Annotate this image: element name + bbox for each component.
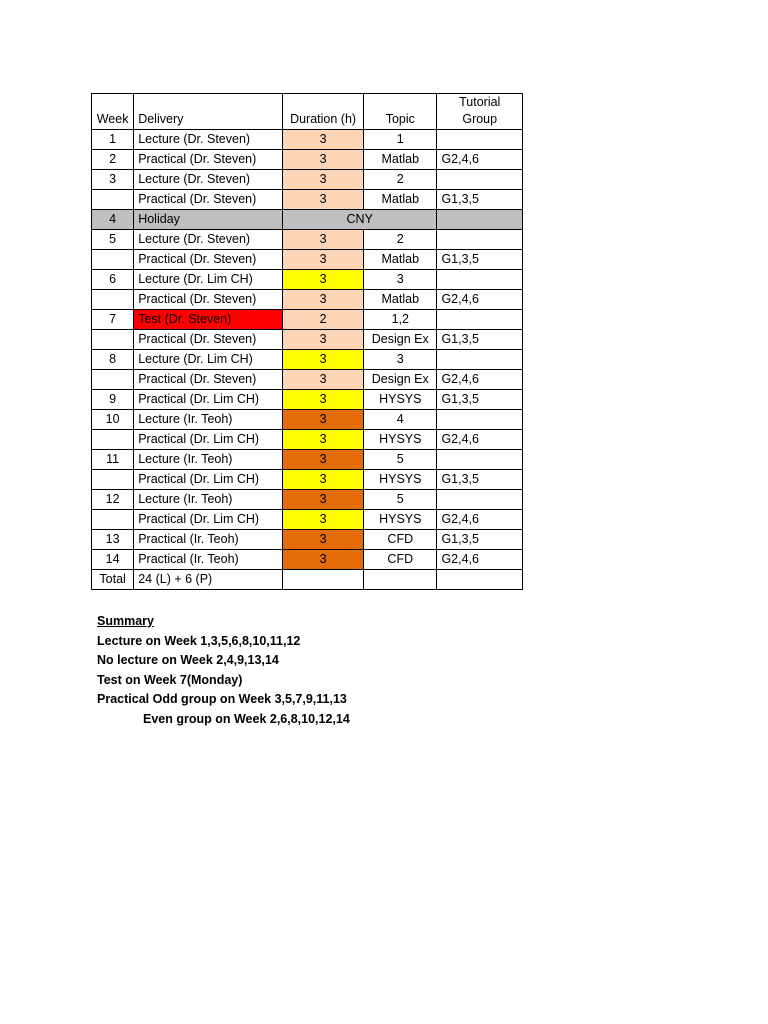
topic-cell: HYSYS bbox=[364, 390, 437, 410]
week-cell: 13 bbox=[92, 530, 134, 550]
delivery-cell: Practical (Dr. Steven) bbox=[134, 150, 283, 170]
delivery-cell: Practical (Dr. Lim CH) bbox=[134, 390, 283, 410]
duration-cell: 3 bbox=[283, 450, 364, 470]
topic-cell: HYSYS bbox=[364, 430, 437, 450]
week-cell: 8 bbox=[92, 350, 134, 370]
duration-cell: 3 bbox=[283, 410, 364, 430]
duration-cell bbox=[283, 570, 364, 590]
group-cell bbox=[437, 210, 523, 230]
header-week: Week bbox=[92, 94, 134, 130]
table-row bbox=[92, 490, 523, 510]
summary-title: Summary bbox=[97, 614, 154, 628]
summary-lecture: Lecture on Week 1,3,5,6,8,10,11,12 bbox=[97, 633, 301, 648]
header-duration: Duration (h) bbox=[283, 94, 364, 130]
week-cell bbox=[92, 430, 134, 450]
week-cell: 6 bbox=[92, 270, 134, 290]
table-row bbox=[92, 530, 523, 550]
delivery-cell: Lecture (Dr. Steven) bbox=[134, 130, 283, 150]
week-cell bbox=[92, 190, 134, 210]
table-row bbox=[92, 290, 523, 310]
group-cell bbox=[437, 450, 523, 470]
group-cell bbox=[437, 410, 523, 430]
table-row bbox=[92, 370, 523, 390]
table-row bbox=[92, 510, 523, 530]
delivery-cell: Lecture (Dr. Steven) bbox=[134, 230, 283, 250]
duration-cell: 3 bbox=[283, 530, 364, 550]
week-cell bbox=[92, 290, 134, 310]
group-cell: G1,3,5 bbox=[437, 250, 523, 270]
week-cell: 1 bbox=[92, 130, 134, 150]
duration-cell: 3 bbox=[283, 330, 364, 350]
week-cell: 4 bbox=[92, 210, 134, 230]
duration-cell: 3 bbox=[283, 150, 364, 170]
week-cell: 2 bbox=[92, 150, 134, 170]
duration-cell: 3 bbox=[283, 550, 364, 570]
table-row bbox=[92, 150, 523, 170]
table-row bbox=[92, 350, 523, 370]
header-delivery: Delivery bbox=[134, 94, 283, 130]
topic-cell bbox=[364, 570, 437, 590]
duration-cell: 3 bbox=[283, 370, 364, 390]
table-row bbox=[92, 130, 523, 150]
week-cell: 12 bbox=[92, 490, 134, 510]
delivery-cell: Practical (Dr. Steven) bbox=[134, 370, 283, 390]
group-cell: G2,4,6 bbox=[437, 370, 523, 390]
group-cell: G2,4,6 bbox=[437, 430, 523, 450]
table-body bbox=[92, 130, 523, 590]
header-topic: Topic bbox=[364, 94, 437, 130]
delivery-cell: Lecture (Ir. Teoh) bbox=[134, 450, 283, 470]
delivery-cell: Lecture (Dr. Lim CH) bbox=[134, 350, 283, 370]
duration-cell: 3 bbox=[283, 470, 364, 490]
table-header-row bbox=[92, 94, 523, 130]
summary-section bbox=[97, 612, 350, 729]
topic-cell: 2 bbox=[364, 230, 437, 250]
table-row bbox=[92, 310, 523, 330]
week-cell: 3 bbox=[92, 170, 134, 190]
delivery-cell: Test (Dr. Steven) bbox=[134, 310, 283, 330]
topic-cell: Matlab bbox=[364, 290, 437, 310]
topic-cell: Design Ex bbox=[364, 330, 437, 350]
topic-cell: 1,2 bbox=[364, 310, 437, 330]
week-cell: 7 bbox=[92, 310, 134, 330]
week-cell: 10 bbox=[92, 410, 134, 430]
duration-cell: 3 bbox=[283, 170, 364, 190]
delivery-cell: Practical (Dr. Lim CH) bbox=[134, 510, 283, 530]
duration-cell: 3 bbox=[283, 490, 364, 510]
week-cell: 14 bbox=[92, 550, 134, 570]
delivery-cell: Lecture (Dr. Steven) bbox=[134, 170, 283, 190]
group-cell: G1,3,5 bbox=[437, 390, 523, 410]
delivery-cell: Lecture (Dr. Lim CH) bbox=[134, 270, 283, 290]
week-cell: 9 bbox=[92, 390, 134, 410]
topic-cell: 4 bbox=[364, 410, 437, 430]
delivery-cell: Practical (Dr. Lim CH) bbox=[134, 470, 283, 490]
table-row bbox=[92, 470, 523, 490]
topic-cell: CFD bbox=[364, 530, 437, 550]
summary-test: Test on Week 7(Monday) bbox=[97, 672, 243, 687]
duration-cell: 3 bbox=[283, 290, 364, 310]
week-cell: 11 bbox=[92, 450, 134, 470]
table-row bbox=[92, 570, 523, 590]
group-cell: G1,3,5 bbox=[437, 530, 523, 550]
summary-no-lecture: No lecture on Week 2,4,9,13,14 bbox=[97, 653, 279, 667]
duration-cell: 3 bbox=[283, 270, 364, 290]
group-cell bbox=[437, 170, 523, 190]
duration-cell: 3 bbox=[283, 130, 364, 150]
delivery-cell: Practical (Dr. Lim CH) bbox=[134, 430, 283, 450]
topic-cell: 5 bbox=[364, 450, 437, 470]
delivery-cell: Practical (Dr. Steven) bbox=[134, 290, 283, 310]
topic-cell: 2 bbox=[364, 170, 437, 190]
group-cell bbox=[437, 350, 523, 370]
topic-cell: 1 bbox=[364, 130, 437, 150]
group-cell: G1,3,5 bbox=[437, 330, 523, 350]
delivery-cell: Practical (Dr. Steven) bbox=[134, 190, 283, 210]
topic-cell: Matlab bbox=[364, 190, 437, 210]
delivery-cell: Practical (Dr. Steven) bbox=[134, 330, 283, 350]
group-cell: G2,4,6 bbox=[437, 550, 523, 570]
schedule-table bbox=[91, 93, 523, 590]
group-cell bbox=[437, 130, 523, 150]
duration-cell: 2 bbox=[283, 310, 364, 330]
duration-cell: 3 bbox=[283, 390, 364, 410]
topic-cell: HYSYS bbox=[364, 510, 437, 530]
delivery-cell: Holiday bbox=[134, 210, 283, 230]
table-row bbox=[92, 170, 523, 190]
table-row bbox=[92, 210, 523, 230]
duration-cell: CNY bbox=[283, 210, 437, 230]
delivery-cell: Lecture (Ir. Teoh) bbox=[134, 410, 283, 430]
delivery-cell: Practical (Ir. Teoh) bbox=[134, 530, 283, 550]
header-tutorial-group: Tutorial Group bbox=[437, 94, 523, 130]
table-row bbox=[92, 330, 523, 350]
week-cell bbox=[92, 510, 134, 530]
group-cell bbox=[437, 230, 523, 250]
group-cell: G1,3,5 bbox=[437, 190, 523, 210]
table-row bbox=[92, 250, 523, 270]
table-row bbox=[92, 230, 523, 250]
topic-cell: Matlab bbox=[364, 150, 437, 170]
table-row bbox=[92, 430, 523, 450]
group-cell: G2,4,6 bbox=[437, 150, 523, 170]
summary-practical-even: Even group on Week 2,6,8,10,12,14 bbox=[143, 711, 350, 726]
table-row bbox=[92, 550, 523, 570]
duration-cell: 3 bbox=[283, 190, 364, 210]
topic-cell: HYSYS bbox=[364, 470, 437, 490]
week-cell bbox=[92, 330, 134, 350]
summary-practical-odd: Practical Odd group on Week 3,5,7,9,11,13 bbox=[97, 692, 347, 706]
duration-cell: 3 bbox=[283, 510, 364, 530]
group-cell: G2,4,6 bbox=[437, 290, 523, 310]
duration-cell: 3 bbox=[283, 350, 364, 370]
week-cell: 5 bbox=[92, 230, 134, 250]
table-row bbox=[92, 390, 523, 410]
table-row bbox=[92, 410, 523, 430]
topic-cell: Design Ex bbox=[364, 370, 437, 390]
delivery-cell: Practical (Ir. Teoh) bbox=[134, 550, 283, 570]
topic-cell: Matlab bbox=[364, 250, 437, 270]
duration-cell: 3 bbox=[283, 230, 364, 250]
table-row bbox=[92, 270, 523, 290]
group-cell: G1,3,5 bbox=[437, 470, 523, 490]
delivery-cell: Lecture (Ir. Teoh) bbox=[134, 490, 283, 510]
week-cell: Total bbox=[92, 570, 134, 590]
duration-cell: 3 bbox=[283, 250, 364, 270]
week-cell bbox=[92, 370, 134, 390]
group-cell bbox=[437, 310, 523, 330]
topic-cell: 3 bbox=[364, 270, 437, 290]
duration-cell: 3 bbox=[283, 430, 364, 450]
table-row bbox=[92, 190, 523, 210]
group-cell: G2,4,6 bbox=[437, 510, 523, 530]
group-cell bbox=[437, 570, 523, 590]
topic-cell: 5 bbox=[364, 490, 437, 510]
group-cell bbox=[437, 490, 523, 510]
delivery-cell: Practical (Dr. Steven) bbox=[134, 250, 283, 270]
topic-cell: CFD bbox=[364, 550, 437, 570]
table-row bbox=[92, 450, 523, 470]
topic-cell: 3 bbox=[364, 350, 437, 370]
group-cell bbox=[437, 270, 523, 290]
week-cell bbox=[92, 250, 134, 270]
week-cell bbox=[92, 470, 134, 490]
delivery-cell: 24 (L) + 6 (P) bbox=[134, 570, 283, 590]
